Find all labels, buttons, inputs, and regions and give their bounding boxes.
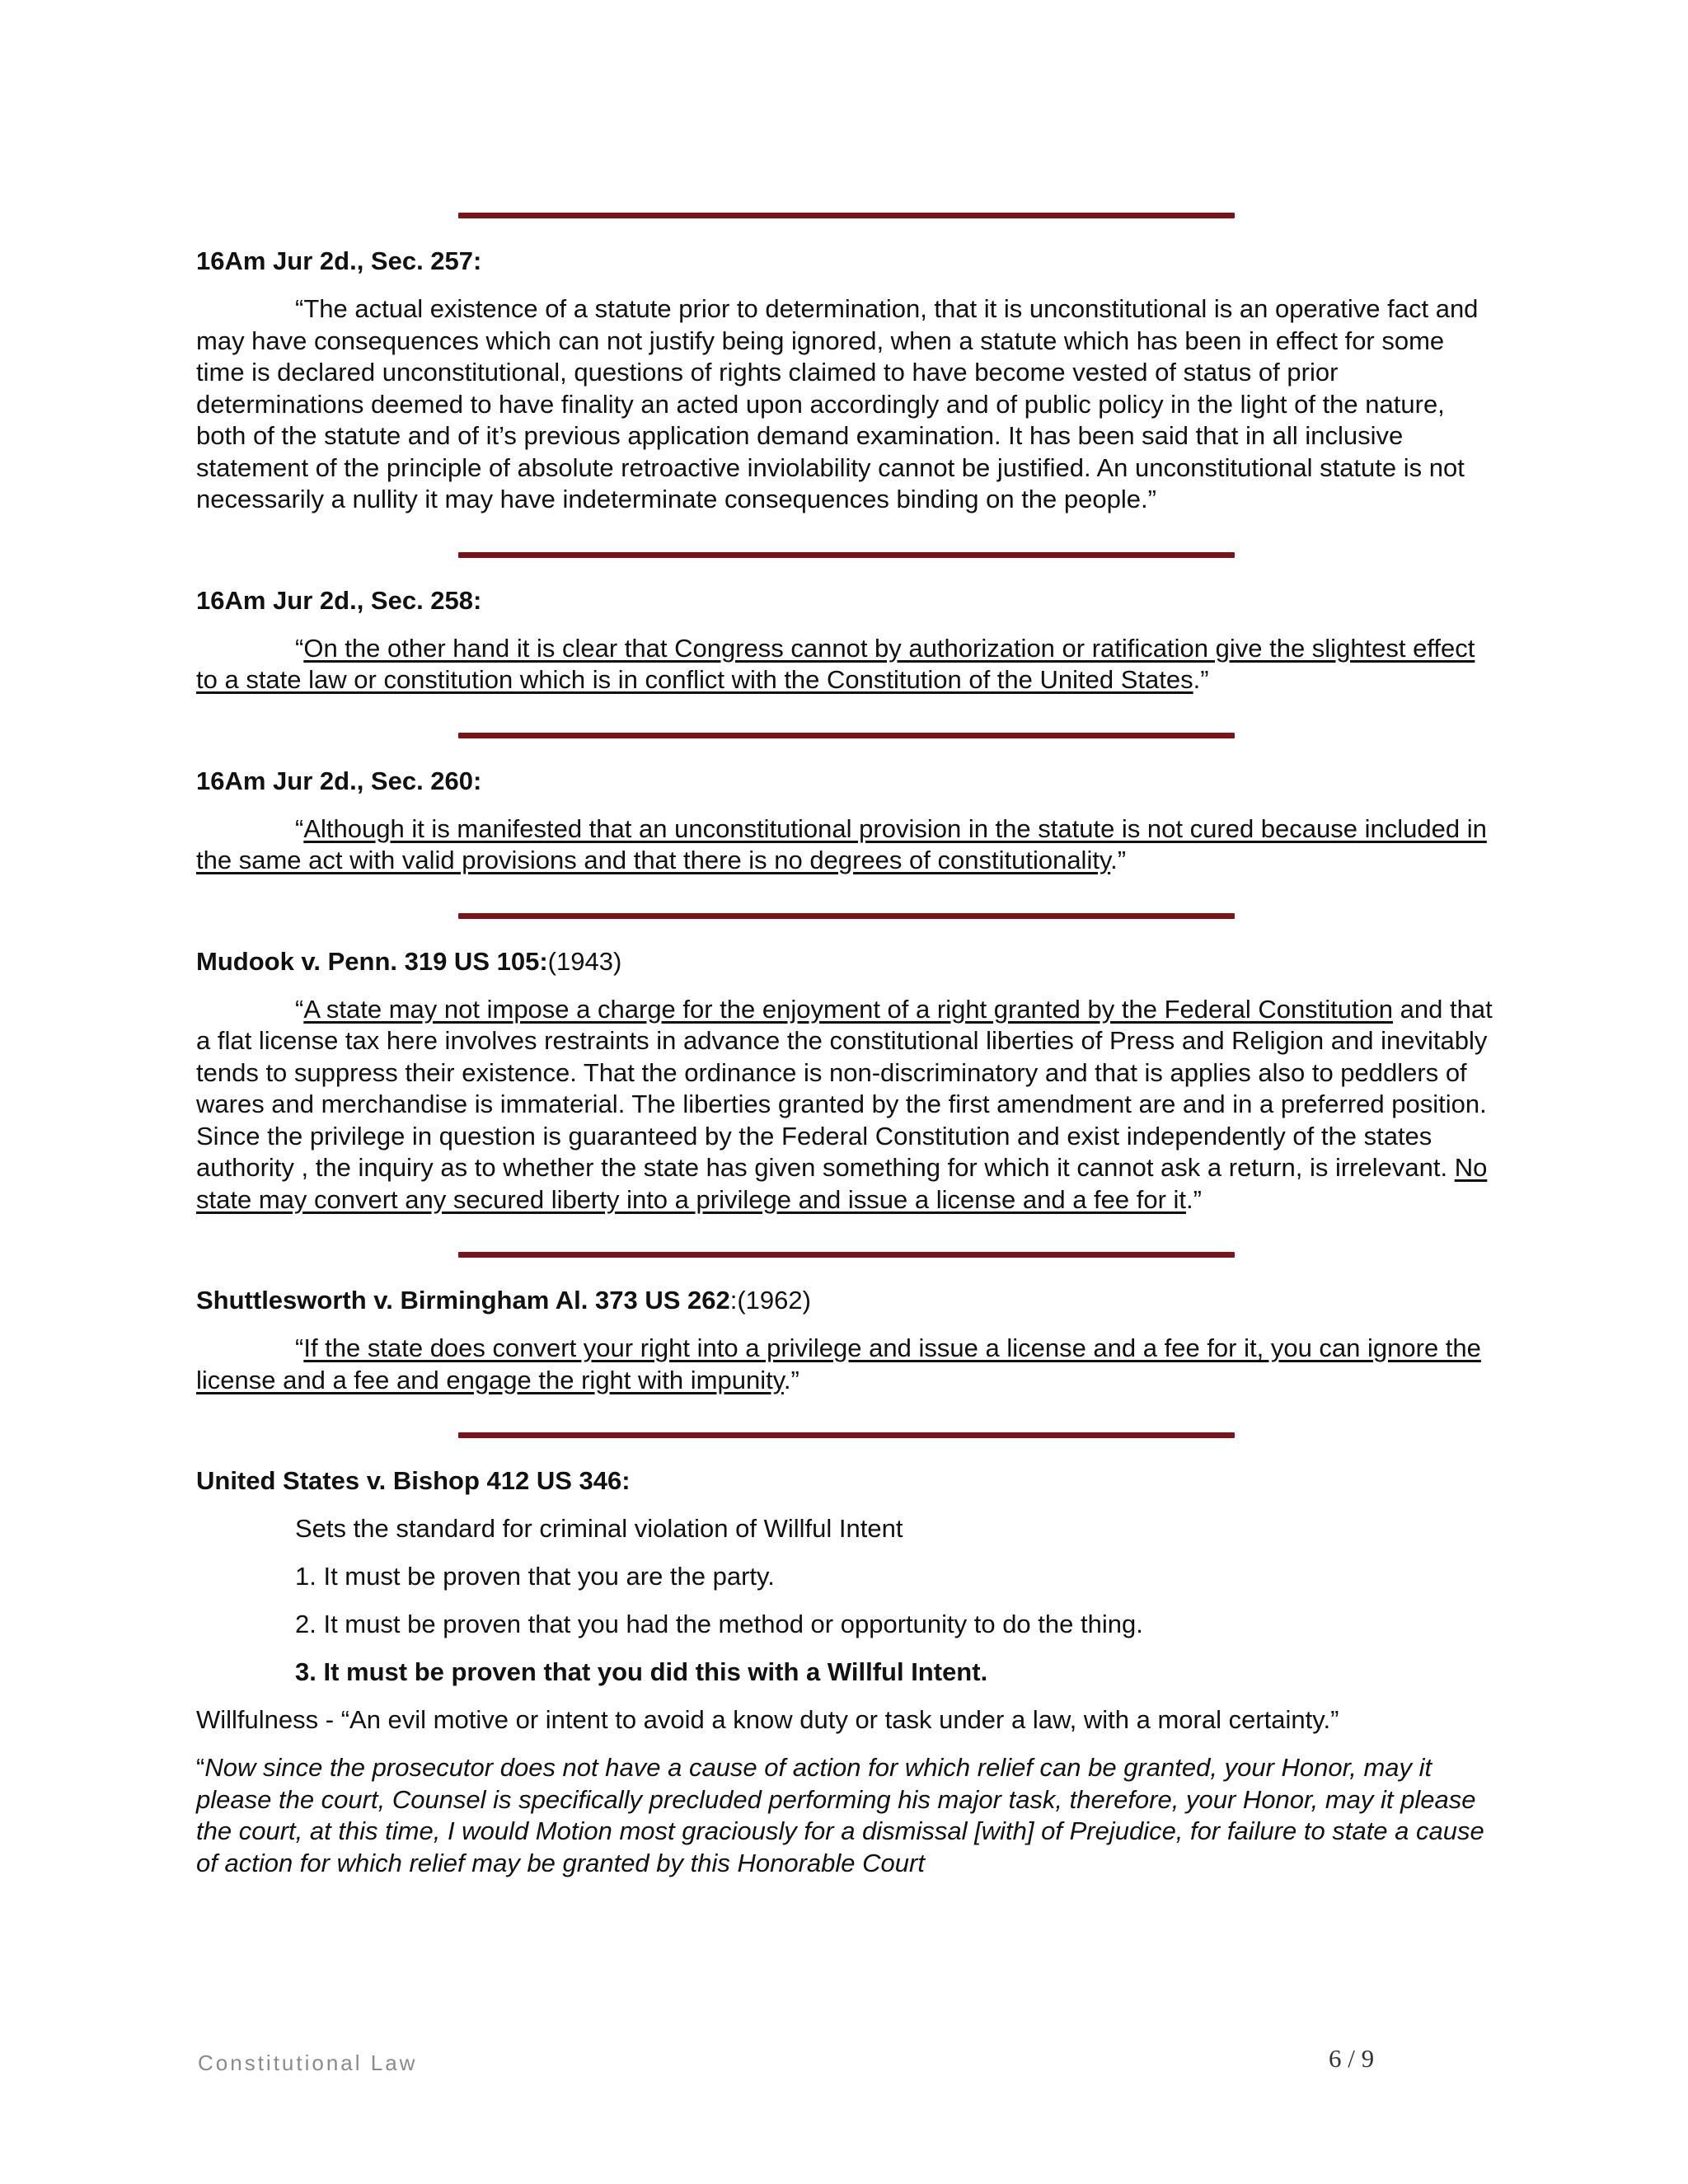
section-heading: United States v. Bishop 412 US 346: [196,1466,631,1495]
section-quote: “If the state does convert your right into a privilege and issue a license and a fee for it, you can ignore the license and a fee and engage the right with impunity.” [196,1333,1481,1394]
section-divider [458,1432,1235,1438]
section-divider [458,733,1235,738]
section-quote: “A state may not impose a charge for the enjoyment of a right granted by the Federal Constitution and that a flat license tax here involves restraints in advance the constitutional liberties of Press and Religion and inevitably tends to suppress their existence. That the ordinance is non-discriminatory and that is applies also to peddlers of wares and merchandise is immaterial. The liberties granted by the first amendment are and in a preferred position. Since the privilege in question is guaranteed by the Federal Constitution and exist independently of the states authority , the inquiry as to whether the state has given something for which it cannot ask a return, is irrelevant. No state may convert any secured liberty into a privilege and issue a license and a fee for it.” [196,994,1493,1214]
document-page [196,213,1498,1879]
section-divider [458,213,1235,218]
section-am-jur-258 [196,585,1498,696]
section-mudook-v-penn [196,946,1498,1216]
closing-motion: “Now since the prosecutor does not have a cause of action for which relief can be granted, your Honor, may it please the court, Counsel is specifically precluded performing his major task, therefore, your Honor, may it please the court, at this time, I would Motion most graciously for a dismissal [with] of Prejudice, for failure to state a cause of action for which relief may be granted by this Honorable Court [196,1753,1484,1877]
section-divider [458,1252,1235,1258]
section-am-jur-257 [196,246,1498,516]
page-number: 6 / 9 [1329,2044,1375,2073]
willfulness-definition: Willfulness - “An evil motive or intent to avoid a know duty or task under a law, with a moral certainty.” [196,1705,1339,1734]
section-heading: Shuttlesworth v. Birmingham Al. 373 US 262:(1962) [196,1286,811,1315]
section-quote: “On the other hand it is clear that Congress cannot by authorization or ratification give the slightest effect to a state law or constitution which is in conflict with the Constitution of the United States.” [196,633,1475,694]
section-heading: 16Am Jur 2d., Sec. 258: [196,585,482,615]
standard-line: 2. It must be proven that you had the method or opportunity to do the thing. [295,1610,1143,1638]
section-divider [458,552,1235,558]
footer-title: Constitutional Law [198,2050,418,2075]
section-quote: “Although it is manifested that an unconstitutional provision in the statute is not cured because included in the same act with valid provisions and that there is no degrees of constitutionality.” [196,813,1487,874]
standard-line: Sets the standard for criminal violation of Willful Intent [295,1514,903,1543]
section-divider [458,913,1235,919]
standard-line: 1. It must be proven that you are the party. [295,1562,775,1591]
section-heading: Mudook v. Penn. 319 US 105:(1943) [196,946,622,976]
section-shuttlesworth [196,1285,1498,1396]
section-heading: 16Am Jur 2d., Sec. 260: [196,766,482,795]
section-us-v-bishop [196,1465,1498,1879]
section-heading: 16Am Jur 2d., Sec. 257: [196,246,482,275]
section-am-jur-260 [196,766,1498,877]
section-quote: “The actual existence of a statute prior to determination, that it is unconstitutional is an operative fact and may have consequences which can not justify being ignored, when a statute which has been in effect for some time is declared unconstitutional, questions of rights claimed to have become vested of status of prior determinations deemed to have finality an acted upon accordingly and of public policy in the light of the nature, both of the statute and of it’s previous application demand examination. It has been said that in all inclusive statement of the principle of absolute retroactive inviolability cannot be justified. An unconstitutional statute is not necessarily a nullity it may have indeterminate consequences binding on the people.” [196,294,1479,513]
standard-line-bold: 3. It must be proven that you did this with a Willful Intent. [295,1657,988,1686]
